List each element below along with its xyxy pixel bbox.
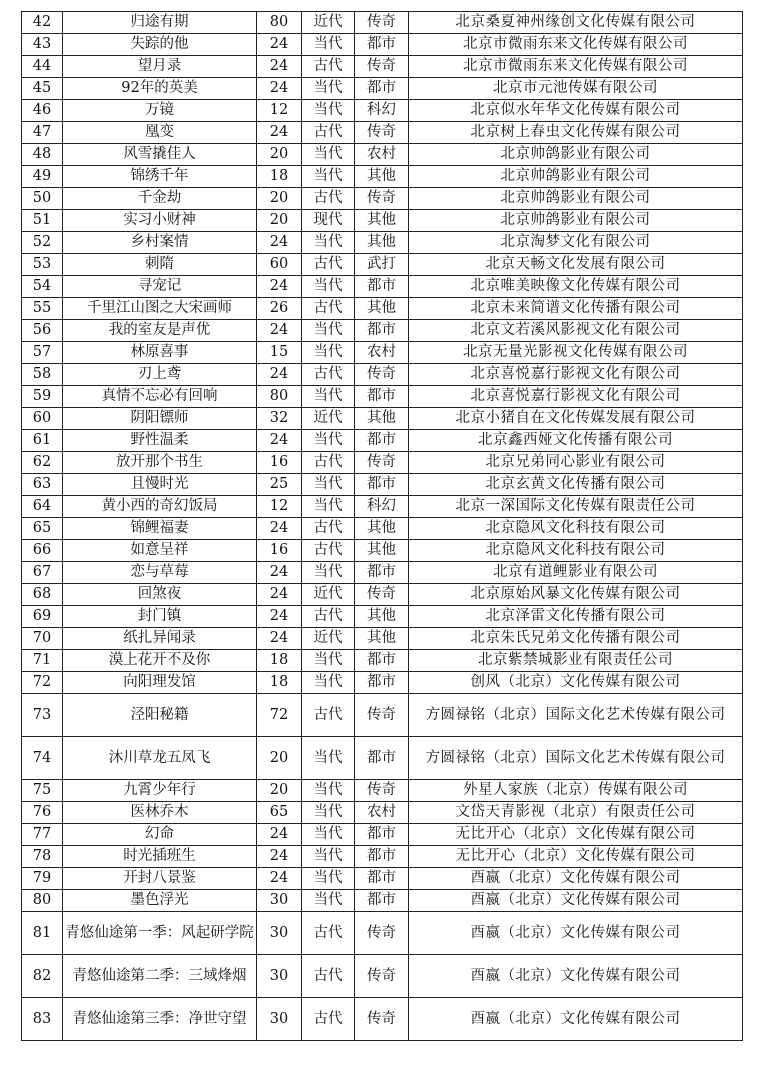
era-category: 当代 [302, 824, 355, 846]
production-company: 北京一深国际文化传媒有限责任公司 [409, 496, 743, 518]
genre-category: 其他 [355, 298, 409, 320]
drama-title: 放开那个书生 [63, 452, 257, 474]
episode-count: 18 [257, 672, 302, 694]
row-number: 73 [22, 694, 63, 737]
episode-count: 24 [257, 606, 302, 628]
episode-count: 24 [257, 232, 302, 254]
genre-category: 都市 [355, 276, 409, 298]
row-number: 61 [22, 430, 63, 452]
production-company: 北京市元池传媒有限公司 [409, 78, 743, 100]
row-number: 53 [22, 254, 63, 276]
episode-count: 20 [257, 188, 302, 210]
episode-count: 24 [257, 824, 302, 846]
production-company: 北京泽雷文化传播有限公司 [409, 606, 743, 628]
table-row [22, 166, 743, 188]
genre-category: 科幻 [355, 100, 409, 122]
era-category: 当代 [302, 672, 355, 694]
episode-count: 24 [257, 34, 302, 56]
row-number: 71 [22, 650, 63, 672]
table-row [22, 955, 743, 998]
episode-count: 60 [257, 254, 302, 276]
table-row [22, 430, 743, 452]
era-category: 当代 [302, 386, 355, 408]
production-company: 酉嬴（北京）文化传媒有限公司 [409, 868, 743, 890]
era-category: 古代 [302, 606, 355, 628]
era-category: 近代 [302, 12, 355, 34]
table-row [22, 868, 743, 890]
drama-title: 林原喜事 [63, 342, 257, 364]
table-row [22, 320, 743, 342]
era-category: 古代 [302, 56, 355, 78]
row-number: 51 [22, 210, 63, 232]
table-row [22, 474, 743, 496]
drama-title: 归途有期 [63, 12, 257, 34]
production-company: 北京小猪自在文化传媒发展有限公司 [409, 408, 743, 430]
production-company: 北京喜悦嘉行影视文化有限公司 [409, 386, 743, 408]
era-category: 当代 [302, 232, 355, 254]
table-row [22, 562, 743, 584]
drama-title: 锦鲤福妻 [63, 518, 257, 540]
genre-category: 其他 [355, 408, 409, 430]
production-company: 北京唯美映像文化传媒有限公司 [409, 276, 743, 298]
episode-count: 20 [257, 737, 302, 780]
episode-count: 16 [257, 452, 302, 474]
production-company: 北京有道鲤影业有限公司 [409, 562, 743, 584]
genre-category: 传奇 [355, 56, 409, 78]
episode-count: 16 [257, 540, 302, 562]
genre-category: 都市 [355, 34, 409, 56]
episode-count: 24 [257, 320, 302, 342]
production-company: 北京帅鸽影业有限公司 [409, 144, 743, 166]
genre-category: 其他 [355, 166, 409, 188]
table-row [22, 144, 743, 166]
production-company: 北京鑫西娅文化传播有限公司 [409, 430, 743, 452]
table-row [22, 606, 743, 628]
genre-category: 科幻 [355, 496, 409, 518]
episode-count: 15 [257, 342, 302, 364]
episode-count: 24 [257, 78, 302, 100]
era-category: 当代 [302, 650, 355, 672]
drama-title: 风雪撬佳人 [63, 144, 257, 166]
genre-category: 都市 [355, 474, 409, 496]
drama-title: 纸扎异闻录 [63, 628, 257, 650]
era-category: 古代 [302, 254, 355, 276]
production-company: 酉嬴（北京）文化传媒有限公司 [409, 998, 743, 1041]
production-company: 创风（北京）文化传媒有限公司 [409, 672, 743, 694]
table-body [22, 12, 743, 1041]
genre-category: 都市 [355, 430, 409, 452]
era-category: 当代 [302, 342, 355, 364]
production-company: 酉嬴（北京）文化传媒有限公司 [409, 890, 743, 912]
episode-count: 24 [257, 430, 302, 452]
table-row [22, 737, 743, 780]
table-row [22, 518, 743, 540]
table-row [22, 650, 743, 672]
era-category: 当代 [302, 846, 355, 868]
genre-category: 传奇 [355, 955, 409, 998]
era-category: 近代 [302, 628, 355, 650]
table-row [22, 496, 743, 518]
genre-category: 都市 [355, 890, 409, 912]
era-category: 古代 [302, 452, 355, 474]
drama-title: 千里江山图之大宋画师 [63, 298, 257, 320]
genre-category: 传奇 [355, 364, 409, 386]
drama-registry-table [21, 11, 743, 1041]
table-row [22, 452, 743, 474]
episode-count: 30 [257, 890, 302, 912]
genre-category: 其他 [355, 518, 409, 540]
row-number: 75 [22, 780, 63, 802]
table-row [22, 56, 743, 78]
table-row [22, 802, 743, 824]
genre-category: 农村 [355, 342, 409, 364]
era-category: 当代 [302, 144, 355, 166]
drama-title: 失踪的他 [63, 34, 257, 56]
genre-category: 传奇 [355, 998, 409, 1041]
drama-title: 九霄少年行 [63, 780, 257, 802]
era-category: 古代 [302, 188, 355, 210]
row-number: 63 [22, 474, 63, 496]
genre-category: 传奇 [355, 188, 409, 210]
era-category: 当代 [302, 78, 355, 100]
drama-title: 千金劫 [63, 188, 257, 210]
table-row [22, 780, 743, 802]
genre-category: 其他 [355, 210, 409, 232]
episode-count: 24 [257, 846, 302, 868]
episode-count: 26 [257, 298, 302, 320]
episode-count: 24 [257, 628, 302, 650]
drama-title: 寻宠记 [63, 276, 257, 298]
genre-category: 武打 [355, 254, 409, 276]
production-company: 文岱天青影视（北京）有限责任公司 [409, 802, 743, 824]
era-category: 当代 [302, 780, 355, 802]
row-number: 50 [22, 188, 63, 210]
genre-category: 传奇 [355, 452, 409, 474]
era-category: 当代 [302, 276, 355, 298]
table-row [22, 672, 743, 694]
production-company: 酉嬴（北京）文化传媒有限公司 [409, 955, 743, 998]
row-number: 74 [22, 737, 63, 780]
production-company: 北京隐风文化科技有限公司 [409, 540, 743, 562]
genre-category: 都市 [355, 78, 409, 100]
table-row [22, 232, 743, 254]
production-company: 北京隐风文化科技有限公司 [409, 518, 743, 540]
row-number: 43 [22, 34, 63, 56]
drama-title: 漠上花开不及你 [63, 650, 257, 672]
row-number: 59 [22, 386, 63, 408]
row-number: 76 [22, 802, 63, 824]
drama-title: 乡村案情 [63, 232, 257, 254]
table-row [22, 298, 743, 320]
production-company: 北京未来简谱文化传播有限公司 [409, 298, 743, 320]
production-company: 北京紫禁城影业有限责任公司 [409, 650, 743, 672]
episode-count: 24 [257, 518, 302, 540]
episode-count: 32 [257, 408, 302, 430]
genre-category: 都市 [355, 650, 409, 672]
genre-category: 都市 [355, 672, 409, 694]
row-number: 62 [22, 452, 63, 474]
genre-category: 传奇 [355, 12, 409, 34]
drama-title: 阴阳镖师 [63, 408, 257, 430]
drama-title: 野性温柔 [63, 430, 257, 452]
episode-count: 65 [257, 802, 302, 824]
table-row [22, 824, 743, 846]
era-category: 当代 [302, 562, 355, 584]
table-row [22, 628, 743, 650]
table-row [22, 100, 743, 122]
row-number: 81 [22, 912, 63, 955]
episode-count: 30 [257, 998, 302, 1041]
drama-title: 凰变 [63, 122, 257, 144]
genre-category: 其他 [355, 540, 409, 562]
genre-category: 农村 [355, 144, 409, 166]
production-company: 北京市微雨东来文化传媒有限公司 [409, 34, 743, 56]
drama-title: 锦绣千年 [63, 166, 257, 188]
row-number: 42 [22, 12, 63, 34]
episode-count: 20 [257, 210, 302, 232]
era-category: 当代 [302, 100, 355, 122]
row-number: 57 [22, 342, 63, 364]
production-company: 北京原始风暴文化传媒有限公司 [409, 584, 743, 606]
episode-count: 24 [257, 364, 302, 386]
episode-count: 12 [257, 496, 302, 518]
table-row [22, 912, 743, 955]
era-category: 古代 [302, 518, 355, 540]
drama-title: 医林乔木 [63, 802, 257, 824]
row-number: 54 [22, 276, 63, 298]
row-number: 67 [22, 562, 63, 584]
genre-category: 都市 [355, 562, 409, 584]
production-company: 方圆禄铭（北京）国际文化艺术传媒有限公司 [409, 694, 743, 737]
row-number: 72 [22, 672, 63, 694]
genre-category: 都市 [355, 737, 409, 780]
production-company: 北京无量光影视文化传媒有限公司 [409, 342, 743, 364]
table-row [22, 122, 743, 144]
genre-category: 农村 [355, 802, 409, 824]
genre-category: 都市 [355, 320, 409, 342]
production-company: 方圆禄铭（北京）国际文化艺术传媒有限公司 [409, 737, 743, 780]
drama-title: 青悠仙途第二季：三域烽烟 [63, 955, 257, 998]
drama-title: 刺隋 [63, 254, 257, 276]
row-number: 48 [22, 144, 63, 166]
episode-count: 72 [257, 694, 302, 737]
era-category: 当代 [302, 34, 355, 56]
drama-title: 向阳理发馆 [63, 672, 257, 694]
drama-title: 且慢时光 [63, 474, 257, 496]
drama-title: 沐川草龙五凤飞 [63, 737, 257, 780]
row-number: 64 [22, 496, 63, 518]
drama-title: 黄小西的奇幻饭局 [63, 496, 257, 518]
table-row [22, 540, 743, 562]
production-company: 无比开心（北京）文化传媒有限公司 [409, 824, 743, 846]
era-category: 当代 [302, 868, 355, 890]
production-company: 北京文若溪风影视文化有限公司 [409, 320, 743, 342]
era-category: 古代 [302, 122, 355, 144]
production-company: 北京天畅文化发展有限公司 [409, 254, 743, 276]
row-number: 47 [22, 122, 63, 144]
episode-count: 25 [257, 474, 302, 496]
episode-count: 30 [257, 912, 302, 955]
drama-title: 青悠仙途第一季：风起研学院 [63, 912, 257, 955]
drama-title: 恋与草莓 [63, 562, 257, 584]
row-number: 83 [22, 998, 63, 1041]
table-row [22, 276, 743, 298]
genre-category: 都市 [355, 386, 409, 408]
episode-count: 24 [257, 868, 302, 890]
row-number: 78 [22, 846, 63, 868]
era-category: 现代 [302, 210, 355, 232]
era-category: 古代 [302, 998, 355, 1041]
table-row [22, 342, 743, 364]
drama-registry-table-page [21, 11, 743, 1041]
era-category: 当代 [302, 802, 355, 824]
row-number: 79 [22, 868, 63, 890]
production-company: 北京淘梦文化有限公司 [409, 232, 743, 254]
table-row [22, 34, 743, 56]
era-category: 当代 [302, 166, 355, 188]
table-row [22, 386, 743, 408]
episode-count: 30 [257, 955, 302, 998]
drama-title: 开封八景鉴 [63, 868, 257, 890]
drama-title: 幻命 [63, 824, 257, 846]
genre-category: 都市 [355, 824, 409, 846]
drama-title: 回煞夜 [63, 584, 257, 606]
row-number: 49 [22, 166, 63, 188]
row-number: 69 [22, 606, 63, 628]
drama-title: 实习小财神 [63, 210, 257, 232]
genre-category: 传奇 [355, 912, 409, 955]
drama-title: 时光插班生 [63, 846, 257, 868]
episode-count: 18 [257, 166, 302, 188]
production-company: 北京似水年华文化传媒有限公司 [409, 100, 743, 122]
episode-count: 20 [257, 144, 302, 166]
production-company: 北京帅鸽影业有限公司 [409, 188, 743, 210]
genre-category: 其他 [355, 606, 409, 628]
era-category: 古代 [302, 955, 355, 998]
genre-category: 其他 [355, 628, 409, 650]
genre-category: 都市 [355, 868, 409, 890]
episode-count: 80 [257, 386, 302, 408]
table-row [22, 188, 743, 210]
drama-title: 墨色浮光 [63, 890, 257, 912]
era-category: 当代 [302, 320, 355, 342]
drama-title: 万镜 [63, 100, 257, 122]
row-number: 77 [22, 824, 63, 846]
table-row [22, 846, 743, 868]
genre-category: 都市 [355, 846, 409, 868]
episode-count: 24 [257, 562, 302, 584]
drama-title: 刃上鸢 [63, 364, 257, 386]
era-category: 当代 [302, 496, 355, 518]
episode-count: 80 [257, 12, 302, 34]
table-row [22, 78, 743, 100]
table-row [22, 364, 743, 386]
production-company: 北京帅鸽影业有限公司 [409, 166, 743, 188]
table-row [22, 998, 743, 1041]
row-number: 70 [22, 628, 63, 650]
row-number: 52 [22, 232, 63, 254]
drama-title: 封门镇 [63, 606, 257, 628]
production-company: 北京树上春虫文化传媒有限公司 [409, 122, 743, 144]
production-company: 外星人家族（北京）传媒有限公司 [409, 780, 743, 802]
production-company: 北京桑夏神州缘创文化传媒有限公司 [409, 12, 743, 34]
episode-count: 20 [257, 780, 302, 802]
era-category: 当代 [302, 430, 355, 452]
row-number: 55 [22, 298, 63, 320]
era-category: 古代 [302, 298, 355, 320]
production-company: 北京帅鸽影业有限公司 [409, 210, 743, 232]
production-company: 北京市微雨东来文化传媒有限公司 [409, 56, 743, 78]
era-category: 近代 [302, 408, 355, 430]
genre-category: 传奇 [355, 122, 409, 144]
table-row [22, 12, 743, 34]
table-row [22, 210, 743, 232]
episode-count: 18 [257, 650, 302, 672]
table-row [22, 254, 743, 276]
table-row [22, 584, 743, 606]
production-company: 酉嬴（北京）文化传媒有限公司 [409, 912, 743, 955]
era-category: 古代 [302, 694, 355, 737]
production-company: 北京玄黄文化传播有限公司 [409, 474, 743, 496]
row-number: 65 [22, 518, 63, 540]
row-number: 82 [22, 955, 63, 998]
episode-count: 24 [257, 276, 302, 298]
genre-category: 传奇 [355, 780, 409, 802]
production-company: 北京喜悦嘉行影视文化有限公司 [409, 364, 743, 386]
table-row [22, 694, 743, 737]
era-category: 古代 [302, 540, 355, 562]
row-number: 46 [22, 100, 63, 122]
row-number: 45 [22, 78, 63, 100]
drama-title: 泾阳秘籍 [63, 694, 257, 737]
genre-category: 传奇 [355, 584, 409, 606]
drama-title: 青悠仙途第三季：净世守望 [63, 998, 257, 1041]
row-number: 60 [22, 408, 63, 430]
drama-title: 真情不忘必有回响 [63, 386, 257, 408]
era-category: 近代 [302, 584, 355, 606]
episode-count: 12 [257, 100, 302, 122]
table-row [22, 408, 743, 430]
row-number: 68 [22, 584, 63, 606]
row-number: 58 [22, 364, 63, 386]
episode-count: 24 [257, 56, 302, 78]
drama-title: 如意呈祥 [63, 540, 257, 562]
row-number: 56 [22, 320, 63, 342]
row-number: 66 [22, 540, 63, 562]
table-row [22, 890, 743, 912]
genre-category: 其他 [355, 232, 409, 254]
era-category: 古代 [302, 364, 355, 386]
era-category: 当代 [302, 474, 355, 496]
drama-title: 92年的英美 [63, 78, 257, 100]
episode-count: 24 [257, 584, 302, 606]
drama-title: 我的室友是声优 [63, 320, 257, 342]
era-category: 当代 [302, 737, 355, 780]
row-number: 80 [22, 890, 63, 912]
genre-category: 传奇 [355, 694, 409, 737]
production-company: 无比开心（北京）文化传媒有限公司 [409, 846, 743, 868]
row-number: 44 [22, 56, 63, 78]
drama-title: 望月录 [63, 56, 257, 78]
era-category: 古代 [302, 912, 355, 955]
production-company: 北京兄弟同心影业有限公司 [409, 452, 743, 474]
episode-count: 24 [257, 122, 302, 144]
era-category: 当代 [302, 890, 355, 912]
production-company: 北京朱氏兄弟文化传播有限公司 [409, 628, 743, 650]
